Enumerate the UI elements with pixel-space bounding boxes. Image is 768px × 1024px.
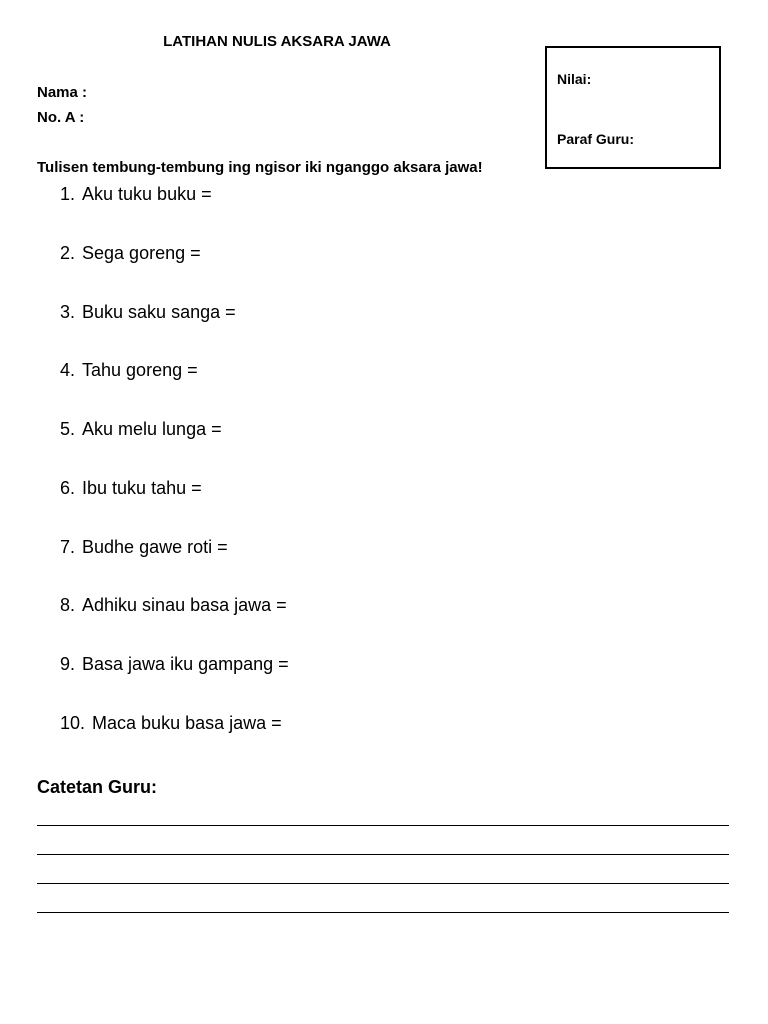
item-number: 6. [60,478,76,498]
exercise-item [60,360,198,381]
instruction-text: Tulisen tembung-tembung ing ngisor iki nganggo aksara jawa! [37,159,483,176]
notes-line [37,912,729,913]
worksheet-title: LATIHAN NULIS AKSARA JAWA [163,33,391,50]
item-number: 2. [60,243,76,263]
teacher-signature-label: Paraf Guru: [557,131,635,147]
item-text: Ibu tuku tahu = [82,478,202,498]
item-text: Tahu goreng = [82,360,198,380]
exercise-item [60,243,201,264]
item-text: Sega goreng = [82,243,201,263]
exercise-item [60,478,202,499]
item-number: 10. [60,713,86,733]
item-text: Aku tuku buku = [82,184,212,204]
item-text: Budhe gawe roti = [82,537,228,557]
notes-line [37,825,729,826]
item-text: Adhiku sinau basa jawa = [82,595,287,615]
exercise-item [60,713,282,734]
item-number: 7. [60,537,76,557]
exercise-item [60,654,289,675]
grade-box [545,46,721,169]
item-number: 3. [60,302,76,322]
student-number-label: No. A : [37,109,85,126]
item-text: Basa jawa iku gampang = [82,654,289,674]
name-field-label: Nama : [37,84,88,101]
item-number: 1. [60,184,76,204]
item-text: Maca buku basa jawa = [92,713,282,733]
exercise-item [60,184,212,205]
exercise-item [60,419,222,440]
item-text: Aku melu lunga = [82,419,222,439]
item-text: Buku saku sanga = [82,302,236,322]
exercise-item [60,595,287,616]
notes-line [37,883,729,884]
teacher-notes-title: Catetan Guru: [37,777,158,797]
notes-line [37,854,729,855]
score-label: Nilai: [557,71,592,87]
item-number: 9. [60,654,76,674]
exercise-item [60,537,228,558]
exercise-item [60,302,236,323]
item-number: 8. [60,595,76,615]
item-number: 5. [60,419,76,439]
item-number: 4. [60,360,76,380]
